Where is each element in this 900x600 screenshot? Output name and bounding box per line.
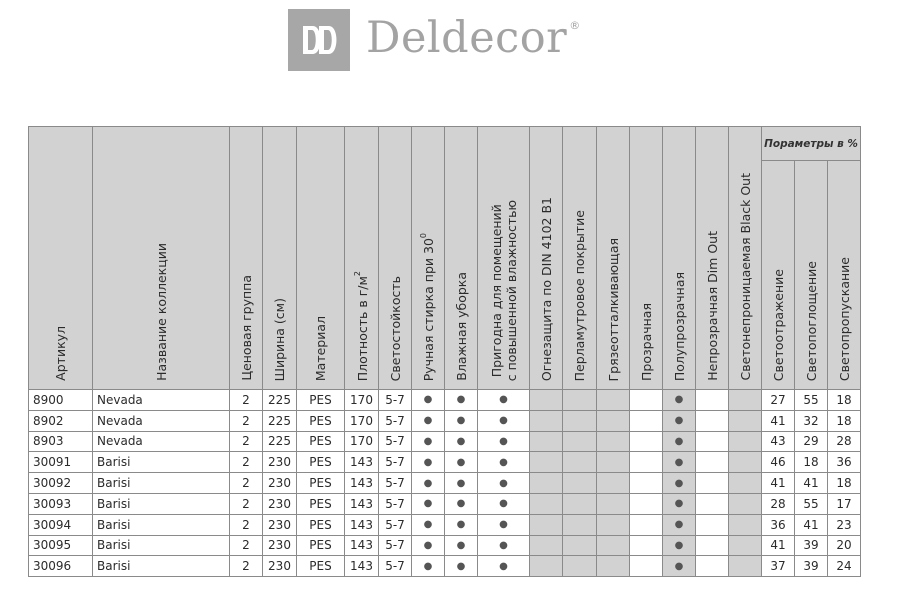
- cell-article: 8903: [29, 431, 93, 452]
- header-density: Плотность в $г/м^2$: [345, 127, 379, 390]
- cell-lightfastness: 5-7: [379, 473, 412, 494]
- cell-dirt-repellent: [597, 452, 630, 473]
- cell-dimout: [696, 390, 729, 411]
- cell-dirt-repellent: [597, 493, 630, 514]
- cell-collection: Barisi: [93, 473, 230, 494]
- cell-hand-wash: ●: [412, 390, 445, 411]
- cell-price-group: 2: [230, 431, 263, 452]
- cell-collection: Barisi: [93, 535, 230, 556]
- cell-absorption: 18: [795, 452, 828, 473]
- cell-dimout: [696, 556, 729, 577]
- cell-humid-rooms: ●: [478, 410, 530, 431]
- header-reflection: Светоотражение: [762, 161, 795, 390]
- cell-dirt-repellent: [597, 473, 630, 494]
- cell-blackout: [729, 410, 762, 431]
- header-wet-cleaning: Влажная уборка: [445, 127, 478, 390]
- table-row: [29, 493, 861, 514]
- cell-transmission: 18: [828, 473, 861, 494]
- cell-pearl-coating: [563, 493, 597, 514]
- cell-absorption: 29: [795, 431, 828, 452]
- header-transmission: Светопропускание: [828, 161, 861, 390]
- cell-fire-protection: [530, 556, 563, 577]
- registered-mark: ®: [569, 19, 581, 32]
- cell-wet-cleaning: ●: [445, 535, 478, 556]
- table-row: [29, 452, 861, 473]
- cell-transparent: [630, 473, 663, 494]
- cell-lightfastness: 5-7: [379, 556, 412, 577]
- cell-collection: Nevada: [93, 410, 230, 431]
- cell-reflection: 46: [762, 452, 795, 473]
- cell-lightfastness: 5-7: [379, 452, 412, 473]
- cell-density: 143: [345, 556, 379, 577]
- cell-dimout: [696, 535, 729, 556]
- cell-semi-transparent: ●: [663, 556, 696, 577]
- table-row: [29, 390, 861, 411]
- cell-dirt-repellent: [597, 535, 630, 556]
- cell-width: 230: [263, 493, 297, 514]
- header-pearl-coating: Перламутровое покрытие: [563, 127, 597, 390]
- header-semi-transparent: Полупрозрачная: [663, 127, 696, 390]
- cell-fire-protection: [530, 390, 563, 411]
- cell-absorption: 32: [795, 410, 828, 431]
- cell-material: PES: [297, 452, 345, 473]
- header-humid-rooms: Пригодна для помещений с повышенной влажностью: [478, 127, 530, 390]
- cell-transparent: [630, 493, 663, 514]
- cell-blackout: [729, 473, 762, 494]
- cell-width: 225: [263, 390, 297, 411]
- cell-transmission: 24: [828, 556, 861, 577]
- cell-blackout: [729, 493, 762, 514]
- cell-pearl-coating: [563, 535, 597, 556]
- cell-pearl-coating: [563, 556, 597, 577]
- cell-semi-transparent: ●: [663, 493, 696, 514]
- cell-wet-cleaning: ●: [445, 473, 478, 494]
- cell-lightfastness: 5-7: [379, 535, 412, 556]
- cell-reflection: 41: [762, 410, 795, 431]
- cell-blackout: [729, 535, 762, 556]
- cell-wet-cleaning: ●: [445, 410, 478, 431]
- header-article: Артикул: [29, 127, 93, 390]
- cell-dirt-repellent: [597, 514, 630, 535]
- cell-humid-rooms: ●: [478, 452, 530, 473]
- cell-width: 230: [263, 473, 297, 494]
- cell-width: 230: [263, 535, 297, 556]
- cell-price-group: 2: [230, 473, 263, 494]
- cell-transmission: 36: [828, 452, 861, 473]
- cell-blackout: [729, 452, 762, 473]
- header-params-group: Пораметры в %: [762, 127, 861, 161]
- header-dirt-repellent: Грязеотталкивающая: [597, 127, 630, 390]
- cell-absorption: 55: [795, 390, 828, 411]
- cell-dimout: [696, 452, 729, 473]
- cell-article: 30096: [29, 556, 93, 577]
- header-material: Материал: [297, 127, 345, 390]
- cell-humid-rooms: ●: [478, 556, 530, 577]
- cell-semi-transparent: ●: [663, 431, 696, 452]
- cell-hand-wash: ●: [412, 452, 445, 473]
- cell-reflection: 36: [762, 514, 795, 535]
- cell-width: 230: [263, 514, 297, 535]
- cell-fire-protection: [530, 452, 563, 473]
- cell-price-group: 2: [230, 410, 263, 431]
- cell-hand-wash: ●: [412, 535, 445, 556]
- cell-dimout: [696, 514, 729, 535]
- cell-density: 143: [345, 452, 379, 473]
- cell-reflection: 27: [762, 390, 795, 411]
- cell-dimout: [696, 473, 729, 494]
- cell-semi-transparent: ●: [663, 452, 696, 473]
- cell-transmission: 18: [828, 390, 861, 411]
- header-lightfastness: Светостойкость: [379, 127, 412, 390]
- cell-absorption: 39: [795, 556, 828, 577]
- cell-wet-cleaning: ●: [445, 493, 478, 514]
- cell-fire-protection: [530, 535, 563, 556]
- cell-humid-rooms: ●: [478, 473, 530, 494]
- cell-humid-rooms: ●: [478, 390, 530, 411]
- cell-transparent: [630, 556, 663, 577]
- cell-semi-transparent: ●: [663, 410, 696, 431]
- table-row: [29, 514, 861, 535]
- collection-table: [28, 126, 861, 577]
- cell-absorption: 41: [795, 473, 828, 494]
- cell-fire-protection: [530, 493, 563, 514]
- cell-dimout: [696, 410, 729, 431]
- cell-pearl-coating: [563, 452, 597, 473]
- cell-reflection: 43: [762, 431, 795, 452]
- cell-density: 143: [345, 493, 379, 514]
- cell-collection: Nevada: [93, 390, 230, 411]
- cell-width: 225: [263, 410, 297, 431]
- cell-reflection: 37: [762, 556, 795, 577]
- cell-hand-wash: ●: [412, 473, 445, 494]
- cell-material: PES: [297, 493, 345, 514]
- cell-pearl-coating: [563, 473, 597, 494]
- table-row: [29, 431, 861, 452]
- cell-dirt-repellent: [597, 556, 630, 577]
- cell-article: 30094: [29, 514, 93, 535]
- cell-transparent: [630, 535, 663, 556]
- cell-collection: Nevada: [93, 431, 230, 452]
- cell-absorption: 41: [795, 514, 828, 535]
- header-width: Ширина (см): [263, 127, 297, 390]
- cell-density: 170: [345, 390, 379, 411]
- cell-fire-protection: [530, 410, 563, 431]
- brand-name: Deldecor ®: [366, 13, 581, 63]
- cell-density: 143: [345, 535, 379, 556]
- cell-transparent: [630, 431, 663, 452]
- cell-collection: Barisi: [93, 452, 230, 473]
- header-transparent: Прозрачная: [630, 127, 663, 390]
- header-price-group: Ценовая группа: [230, 127, 263, 390]
- header-dimout: Непрозрачная Dim Out: [696, 127, 729, 390]
- cell-wet-cleaning: ●: [445, 556, 478, 577]
- cell-pearl-coating: [563, 410, 597, 431]
- cell-dirt-repellent: [597, 431, 630, 452]
- cell-material: PES: [297, 473, 345, 494]
- cell-lightfastness: 5-7: [379, 514, 412, 535]
- cell-transparent: [630, 410, 663, 431]
- cell-price-group: 2: [230, 535, 263, 556]
- cell-wet-cleaning: ●: [445, 390, 478, 411]
- cell-article: 8900: [29, 390, 93, 411]
- cell-blackout: [729, 556, 762, 577]
- cell-collection: Barisi: [93, 493, 230, 514]
- cell-density: 143: [345, 514, 379, 535]
- cell-transparent: [630, 514, 663, 535]
- cell-price-group: 2: [230, 390, 263, 411]
- cell-density: 170: [345, 410, 379, 431]
- cell-transmission: 20: [828, 535, 861, 556]
- cell-price-group: 2: [230, 514, 263, 535]
- cell-dimout: [696, 493, 729, 514]
- cell-price-group: 2: [230, 493, 263, 514]
- cell-transparent: [630, 390, 663, 411]
- header-blackout: Светонепроницаемая Black Out: [729, 127, 762, 390]
- cell-hand-wash: ●: [412, 556, 445, 577]
- cell-blackout: [729, 514, 762, 535]
- cell-lightfastness: 5-7: [379, 390, 412, 411]
- cell-material: PES: [297, 556, 345, 577]
- cell-width: 230: [263, 556, 297, 577]
- cell-humid-rooms: ●: [478, 514, 530, 535]
- cell-dirt-repellent: [597, 390, 630, 411]
- brand-logo: [288, 9, 581, 71]
- cell-transmission: 18: [828, 410, 861, 431]
- cell-wet-cleaning: ●: [445, 452, 478, 473]
- cell-lightfastness: 5-7: [379, 431, 412, 452]
- cell-wet-cleaning: ●: [445, 514, 478, 535]
- cell-humid-rooms: ●: [478, 535, 530, 556]
- cell-material: PES: [297, 410, 345, 431]
- cell-article: 30093: [29, 493, 93, 514]
- cell-hand-wash: ●: [412, 493, 445, 514]
- cell-transmission: 28: [828, 431, 861, 452]
- cell-fire-protection: [530, 473, 563, 494]
- table-row: [29, 473, 861, 494]
- cell-transparent: [630, 452, 663, 473]
- table-row: [29, 535, 861, 556]
- cell-blackout: [729, 431, 762, 452]
- cell-collection: Barisi: [93, 556, 230, 577]
- cell-semi-transparent: ●: [663, 535, 696, 556]
- cell-transmission: 23: [828, 514, 861, 535]
- cell-article: 30092: [29, 473, 93, 494]
- cell-dimout: [696, 431, 729, 452]
- cell-wet-cleaning: ●: [445, 431, 478, 452]
- table-row: [29, 410, 861, 431]
- cell-width: 225: [263, 431, 297, 452]
- cell-fire-protection: [530, 514, 563, 535]
- header-collection: Название коллекции: [93, 127, 230, 390]
- cell-absorption: 39: [795, 535, 828, 556]
- cell-material: PES: [297, 390, 345, 411]
- cell-transmission: 17: [828, 493, 861, 514]
- cell-material: PES: [297, 431, 345, 452]
- cell-reflection: 41: [762, 473, 795, 494]
- cell-reflection: 28: [762, 493, 795, 514]
- table-row: [29, 556, 861, 577]
- cell-price-group: 2: [230, 452, 263, 473]
- cell-article: 8902: [29, 410, 93, 431]
- cell-article: 30091: [29, 452, 93, 473]
- cell-fire-protection: [530, 431, 563, 452]
- cell-reflection: 41: [762, 535, 795, 556]
- cell-lightfastness: 5-7: [379, 410, 412, 431]
- cell-semi-transparent: ●: [663, 514, 696, 535]
- cell-hand-wash: ●: [412, 514, 445, 535]
- cell-density: 170: [345, 431, 379, 452]
- cell-lightfastness: 5-7: [379, 493, 412, 514]
- cell-density: 143: [345, 473, 379, 494]
- cell-hand-wash: ●: [412, 431, 445, 452]
- cell-material: PES: [297, 535, 345, 556]
- cell-pearl-coating: [563, 431, 597, 452]
- cell-collection: Barisi: [93, 514, 230, 535]
- header-fire-protection: Огнезащита по DIN 4102 B1: [530, 127, 563, 390]
- cell-absorption: 55: [795, 493, 828, 514]
- cell-width: 230: [263, 452, 297, 473]
- cell-semi-transparent: ●: [663, 390, 696, 411]
- cell-dirt-repellent: [597, 410, 630, 431]
- cell-blackout: [729, 390, 762, 411]
- header-absorption: Светопоглощение: [795, 161, 828, 390]
- cell-pearl-coating: [563, 514, 597, 535]
- cell-semi-transparent: ●: [663, 473, 696, 494]
- cell-article: 30095: [29, 535, 93, 556]
- cell-humid-rooms: ●: [478, 493, 530, 514]
- logo-mark: [288, 9, 350, 71]
- cell-hand-wash: ●: [412, 410, 445, 431]
- cell-pearl-coating: [563, 390, 597, 411]
- header-hand-wash: Ручная стирка при $30^0$: [412, 127, 445, 390]
- cell-material: PES: [297, 514, 345, 535]
- cell-price-group: 2: [230, 556, 263, 577]
- cell-humid-rooms: ●: [478, 431, 530, 452]
